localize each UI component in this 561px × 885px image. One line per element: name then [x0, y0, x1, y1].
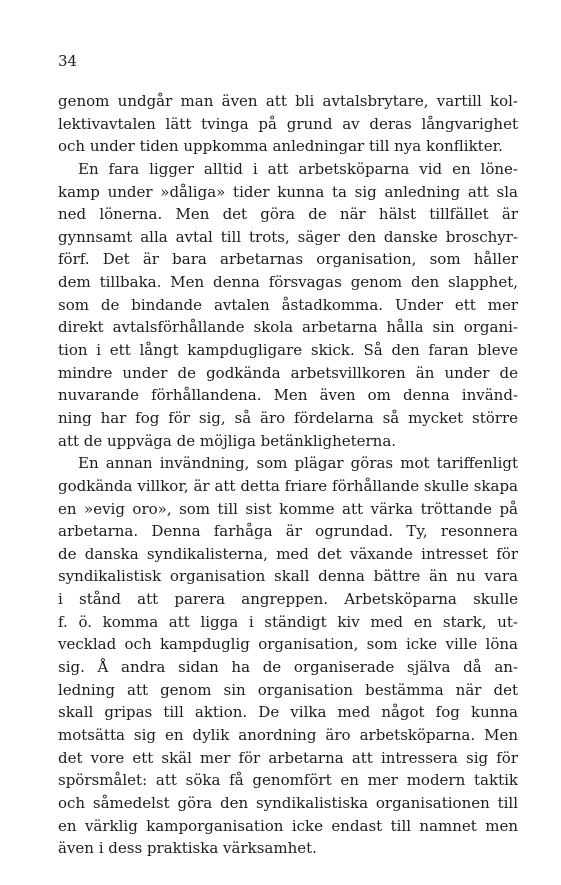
text-line: som de bindande avtalen åstadkomma. Under ett mer	[58, 295, 518, 314]
text-line: vecklad och kampduglig organisation, som icke ville löna	[58, 635, 518, 654]
text-line: kamp under »dåliga» tider kunna ta sig anledning att sla	[58, 182, 518, 201]
paragraph-start-line: En annan invändning, som plägar göras mot tariffenligt	[78, 454, 518, 473]
text-line: även i dess praktiska värksamhet.	[58, 839, 317, 858]
text-line: i stånd att parera angreppen. Arbetsköparna skulle	[58, 590, 518, 609]
text-line: tion i ett långt kampdugligare skick. Så den faran bleve	[58, 341, 518, 360]
text-line: direkt avtalsförhållande skola arbetarna hålla sin organi-	[58, 318, 518, 337]
text-line: förf. Det är bara arbetarnas organisation, som håller	[58, 250, 518, 269]
text-line: godkända villkor, är att detta friare förhållande skulle skapa	[58, 476, 518, 495]
text-line: en värklig kamporganisation icke endast till namnet men	[58, 816, 518, 835]
text-line: ned lönerna. Men det göra de när hälst tillfället är	[58, 205, 518, 224]
text-line: f. ö. komma att ligga i ständigt kiv med en stark, ut-	[58, 612, 518, 631]
text-line: arbetarna. Denna farhåga är ogrundad. Ty, resonnera	[58, 522, 518, 541]
text-line: lektivavtalen lätt tvinga på grund av deras långvarighet	[58, 114, 518, 133]
text-line: nuvarande förhållandena. Men även om denna invänd-	[58, 386, 518, 405]
paragraph-start-line: En fara ligger alltid i att arbetsköparna vid en löne-	[78, 159, 518, 178]
text-line: gynnsamt alla avtal till trots, säger den danske broschyr-	[58, 227, 518, 246]
text-line: sig. Å andra sidan ha de organiserade själva då an-	[58, 658, 518, 677]
text-line: och såmedelst göra den syndikalistiska organisationen till	[58, 793, 518, 812]
text-line: mindre under de godkända arbetsvillkoren än under de	[58, 363, 518, 382]
text-line: en »evig oro», som till sist komme att värka tröttande på	[58, 499, 518, 518]
text-line: ning har fog för sig, så äro fördelarna så mycket större	[58, 408, 518, 427]
text-line: genom undgår man även att bli avtalsbrytare, vartill kol-	[58, 92, 518, 110]
text-line: syndikalistisk organisation skall denna bättre än nu vara	[58, 567, 518, 586]
text-line: dem tillbaka. Men denna försvagas genom den slapphet,	[58, 273, 518, 292]
text-line: och under tiden uppkomma anledningar till nya konflikter.	[58, 137, 503, 156]
text-line: spörsmålet: att söka få genomfört en mer modern taktik	[58, 771, 518, 790]
text-line: att de uppväga de möjliga betänkligheterna.	[58, 431, 397, 450]
text-line: det vore ett skäl mer för arbetarna att intressera sig för	[58, 748, 518, 767]
text-line: motsätta sig en dylik anordning äro arbetsköparna. Men	[58, 725, 518, 744]
text-line: de danska syndikalisterna, med det växande intresset för	[58, 544, 518, 563]
text-line: ledning att genom sin organisation bestämma när det	[58, 680, 518, 699]
page-number: 34	[58, 52, 78, 70]
body-text	[58, 90, 518, 860]
text-line: skall gripas till aktion. De vilka med något fog kunna	[58, 703, 518, 722]
